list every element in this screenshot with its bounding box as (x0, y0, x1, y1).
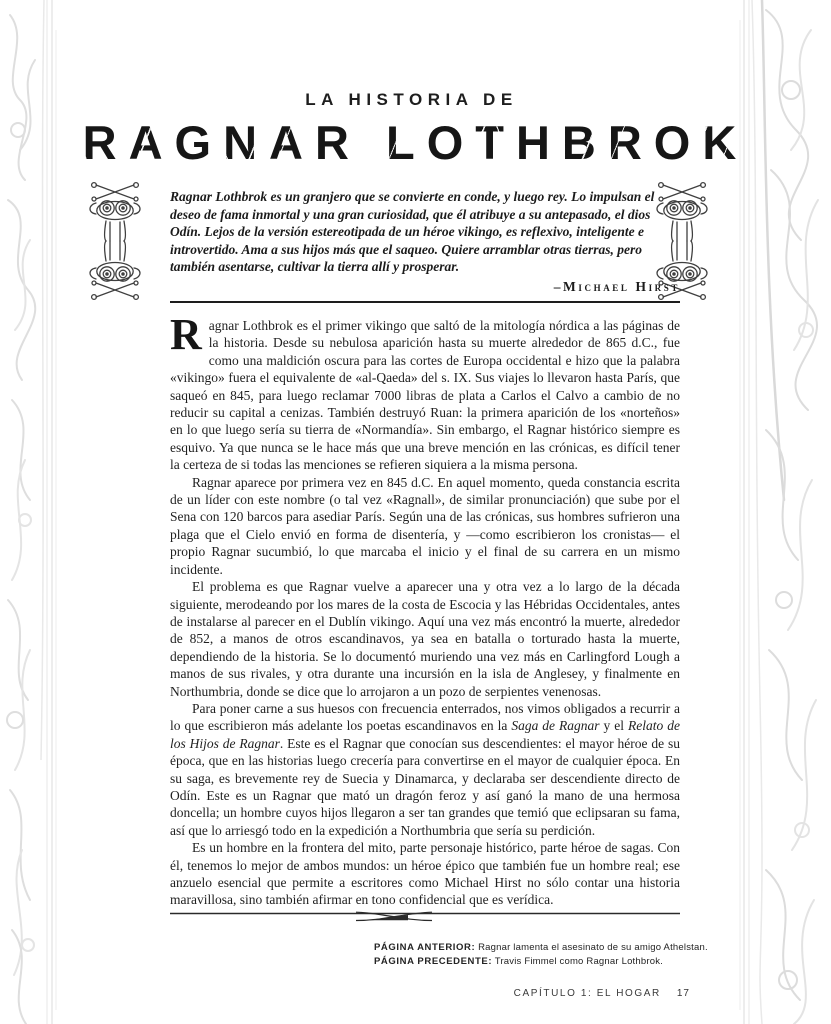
body-run: y el (599, 718, 629, 734)
paragraph (170, 839, 680, 909)
quote-text: Ragnar Lothbrok es un granjero que se convierte en conde, y luego rey. Lo impulsan el deseo de fama inmortal y una gran curiosidad, que él atribuye a su antepasado, el dios Odín. Lejos de la versión estereotipada de un héroe vikingo, es reflexivo, inteligente e introvertido. Ama a sus hijos más que el saqueo. Quiere arramblar otras tierras, pero también asentarse, cultivar la tierra allí y prosperar. (170, 189, 655, 274)
body-text (170, 310, 681, 909)
paragraph (170, 578, 680, 700)
body-run: Ragnar aparece por primera vez en 845 d.C. En aquel momento, queda constancia escrita de un líder con este nombre (o tal vez «Ragnall», de similar pronunciación) que sube por el Sena con 120 barcos para asediar París. Según una de las crónicas, sus hombres sufrieron una plaga que el Cielo envió en forma de disentería, y —como escribieron los cronistas— el propio Ragnar sucumbió, lo que marcaba el inicio y el final de su carrera en un mismo incidente. (170, 474, 680, 577)
paragraph (170, 310, 680, 474)
body-run: Es un hombre en la frontera del mito, parte personaje histórico, parte héroe de sagas. Con él, tenemos lo mejor de ambos mundos: un héroe épico que también fue un hombre real; ese anzuelo esencial que permite a escritores como Michael Hirst no sólo contar una historia maravillosa, sino también afirmar en tono confidencial que es verídica. (170, 840, 680, 908)
italic-title-text: Relato de los Hijos de Ragnar (170, 718, 681, 751)
captions (374, 941, 708, 968)
body-run: agnar Lothbrok es el primer vikingo que saltó de la mitología nórdica a las páginas de la historia. Desde su nebulosa aparición hasta su muerte alrededor de 865 d.C., fue como una maldición oscura para las cortes de Europa occidental e hizo que la palabra «vikingo» fuera el equivalente de «al-Qaeda» del s. IX. Sus viajes lo llevaron hasta París, que saqueó en 845, para luego reclamar 7000 libras de plata a Carlos el Calvo a cambio de no reducir su capital a cenizas. También destruyó Ruan: la primera aparición de los «norteños» en lo que luego sería su tierra de «Normandía». Sin embargo, el Ragnar histórico siempre es esquivo. Ya que nunca se le hace más que una breve mención en las crónicas, es difícil tener la certeza de si todas las menciones se refieren siquiera a la misma persona. (170, 318, 680, 473)
body-run: Para poner carne a sus huesos con frecuencia enterrados, nos vimos obligados a recurrir a lo que escribieron más adelante los poetas escandinavos en la (170, 700, 680, 734)
italic-title-text: Saga de Ragnar (511, 718, 600, 734)
kicker-title: LA HISTORIA DE (305, 90, 518, 109)
running-footer (514, 988, 690, 999)
paragraph (170, 474, 680, 578)
caption-row (374, 955, 708, 969)
caption-text: Travis Fimmel como Ragnar Lothbrok. (492, 955, 663, 967)
caption-label: PÁGINA ANTERIOR: (374, 942, 476, 953)
epigraph-quote (170, 188, 680, 295)
drop-cap: R (170, 310, 202, 359)
caption-text: Ragnar lamenta el asesinato de su amigo Athelstan. (475, 942, 708, 953)
caption-label: PÁGINA PRECEDENTE: (374, 955, 493, 967)
page-number: 17 (676, 988, 690, 999)
end-divider-rule (170, 908, 680, 924)
page-title: RAGNAR LOTHBROK (0, 117, 831, 169)
body-run: El problema es que Ragnar vuelve a aparecer una y otra vez a lo largo de la década siguiente, merodeando por los mares de la costa de Escocia y las Hébridas Occidentales, antes de instalarse al parecer en el Dublín vikingo. Aquí una vez más encontró la muerte, alrededor de 852, a manos de otros escandinavos, ya sea en batalla o torturado hasta la muerte, dependiendo de la historia. Se lo documentó muriendo una vez más en Carlingford Lough a manos de sus rivales, y otra durante una incursión en la isla de Anglesey, y finalmente en Northumbria, donde se dice que lo arrojaron a un pozo de serpientes venenosas. (170, 579, 680, 699)
chapter-label: CAPÍTULO 1: EL HOGAR (513, 988, 661, 999)
paragraph (170, 700, 680, 839)
caption-row (374, 941, 708, 955)
body-run: . Este es el Ragnar que conocían sus descendientes: el mayor héroe de su época, que en las historias luego crecería para convertirse en el mayor de cualquier época. En su saga, es brevemente rey de Suecia y Dinamarca, y declaraba ser descendiente directo de Odín. Este es un Ragnar que mató un dragón feroz y así ganó la mano de una hermosa doncella; un hombre cuyos hijos llegaron a ser tan grandes que temió que eclipsaran su fama, así que lo arriesgó todo en la expedición a Northumbria que sería su perdición. (170, 735, 680, 838)
celtic-knot-ornament-icon (86, 181, 144, 301)
quote-attribution: –Michael Hirst (553, 278, 680, 294)
quote-divider-rule (170, 301, 680, 303)
